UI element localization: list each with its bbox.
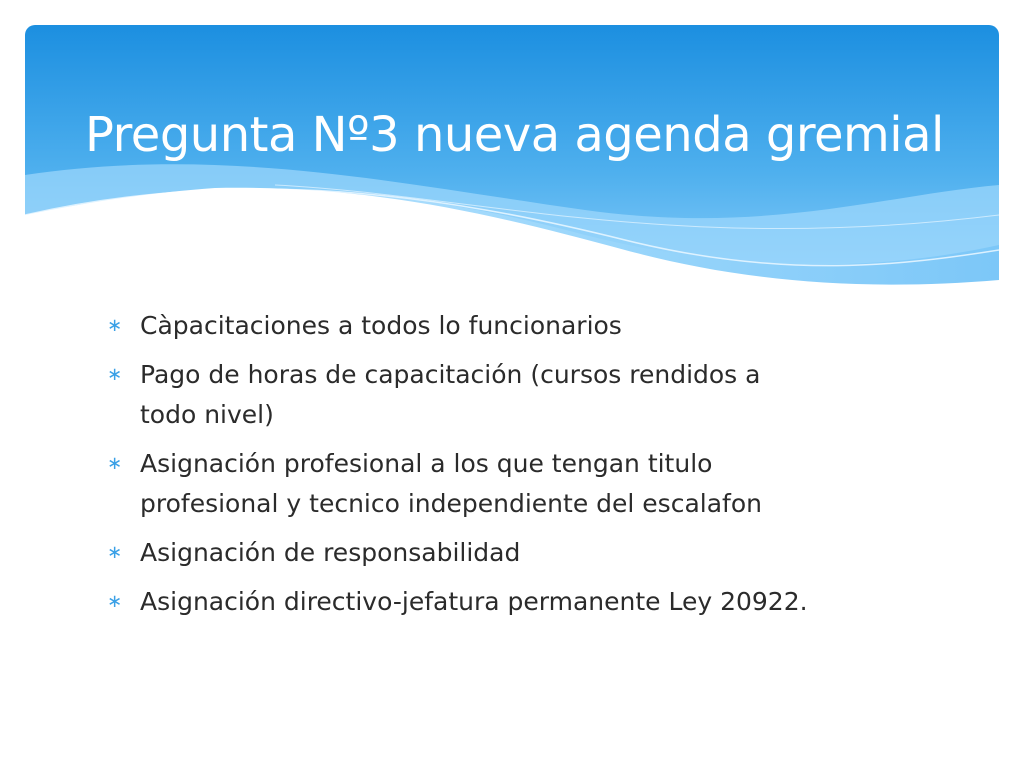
asterisk-icon: ∗	[107, 315, 123, 336]
bullet-text-line: Asignación profesional a los que tengan titulo	[140, 449, 713, 478]
bullet-text-line: profesional y tecnico independiente del escalafon	[140, 489, 762, 518]
bullet-item	[102, 444, 882, 524]
bullet-item	[102, 582, 882, 622]
bullet-item	[102, 355, 882, 435]
asterisk-icon: ∗	[107, 542, 123, 563]
asterisk-icon: ∗	[107, 591, 123, 612]
bullet-text-line: Pago de horas de capacitación (cursos rendidos a	[140, 360, 761, 389]
asterisk-icon: ∗	[107, 453, 123, 474]
title-banner	[25, 25, 999, 295]
asterisk-icon: ∗	[107, 364, 123, 385]
slide-title: Pregunta Nº3 nueva agenda gremial	[85, 107, 944, 163]
bullet-item	[102, 306, 882, 346]
bullet-item	[102, 533, 882, 573]
bullet-list	[102, 306, 882, 622]
bullet-text-line: Asignación de responsabilidad	[140, 538, 521, 567]
bullet-content	[102, 306, 882, 631]
bullet-text-line: Asignación directivo-jefatura permanente Ley 20922.	[140, 587, 808, 616]
bullet-text-line: todo nivel)	[140, 400, 274, 429]
bullet-text-line: Càpacitaciones a todos lo funcionarios	[140, 311, 622, 340]
